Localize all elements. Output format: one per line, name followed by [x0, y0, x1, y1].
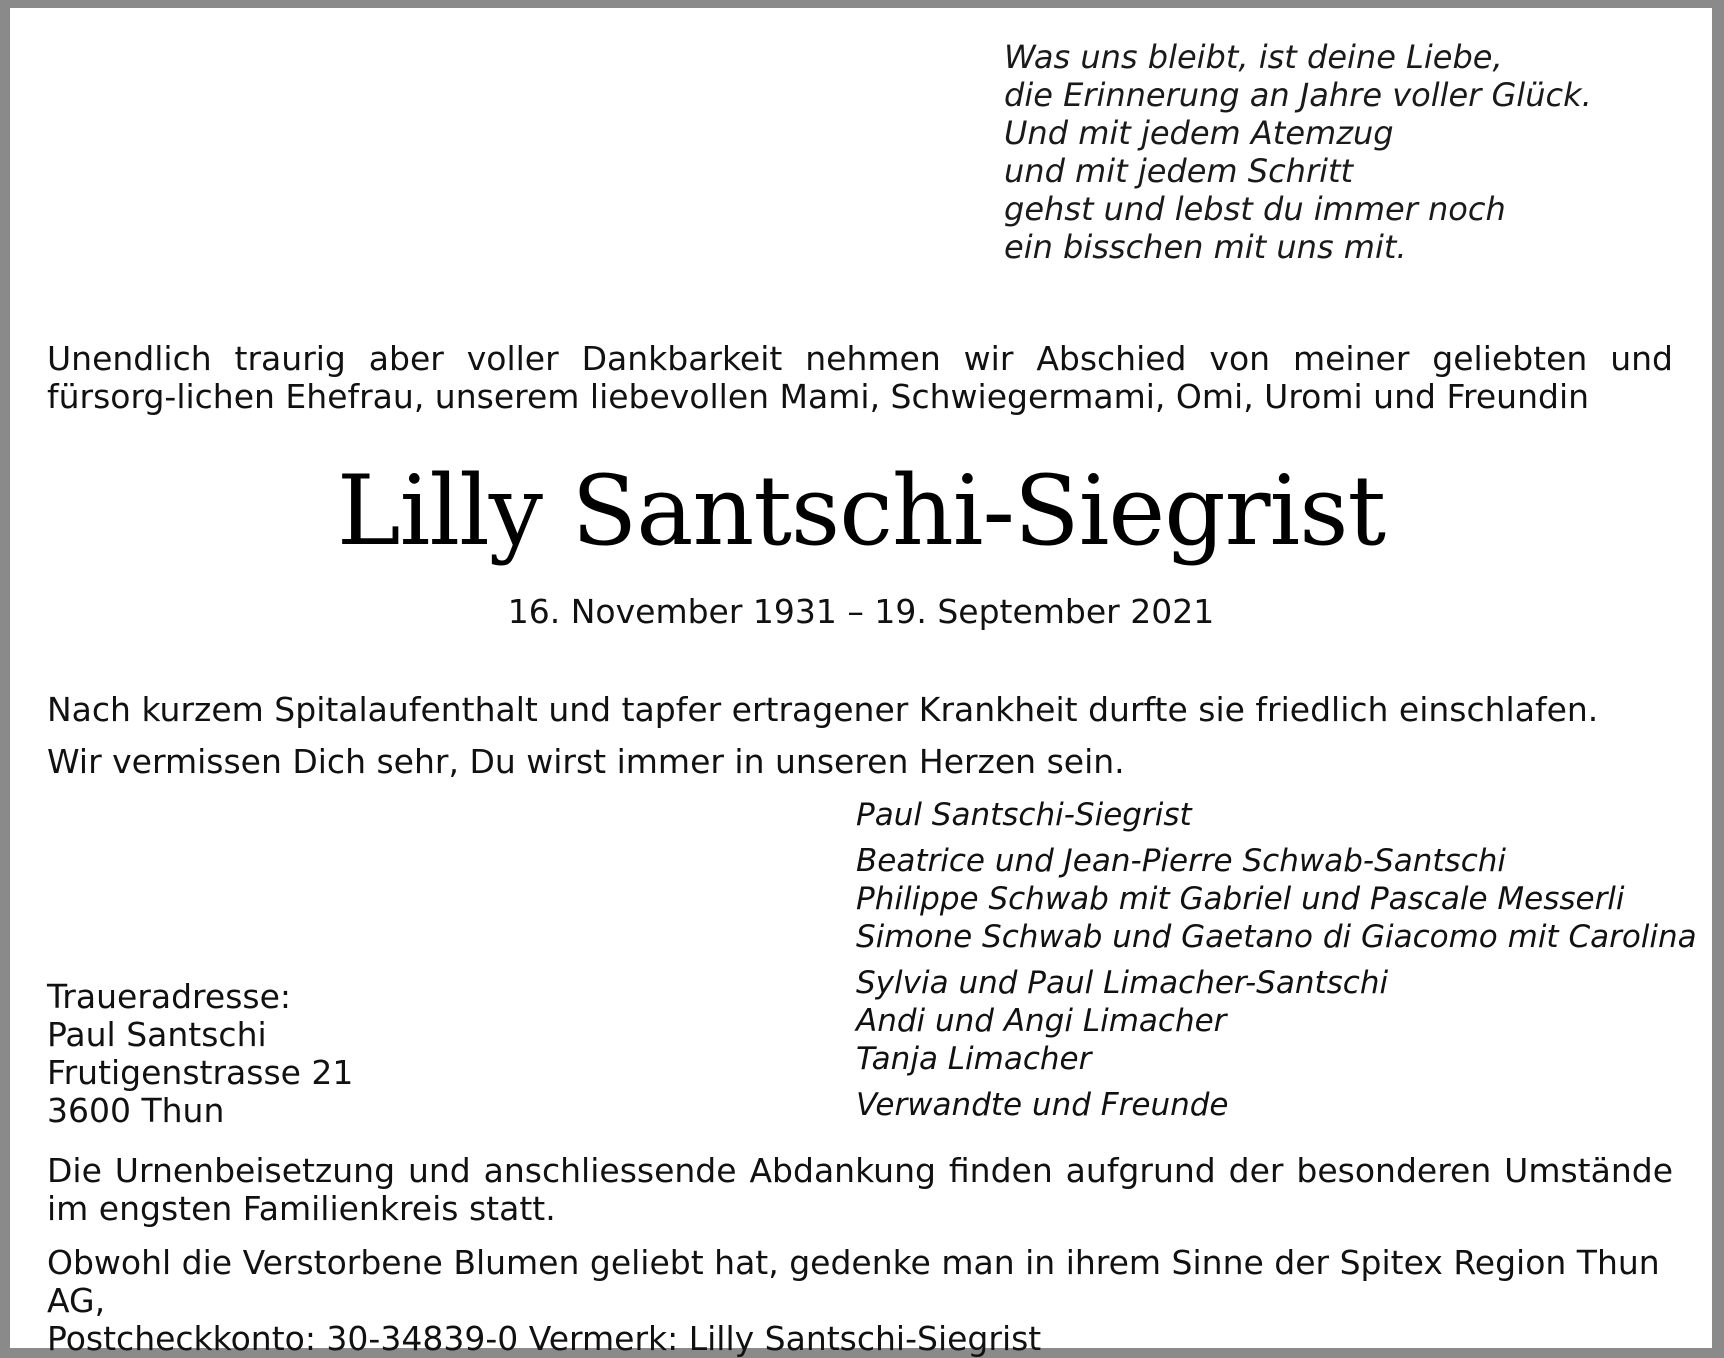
mourner-name: Sylvia und Paul Limacher-Santschi: [856, 965, 1389, 1001]
address-street: Frutigenstrasse 21: [47, 1053, 354, 1092]
poem-line: und mit jedem Schritt: [1004, 152, 1354, 190]
donation-line-1: Obwohl die Verstorbene Blumen geliebt hat, gedenke man in ihrem Sinne der Spitex Region Thun AG,: [47, 1243, 1660, 1320]
poem: [1004, 38, 1592, 266]
poem-line: Was uns bleibt, ist deine Liebe,: [1004, 38, 1503, 76]
mourner-name: Tanja Limacher: [856, 1041, 1092, 1077]
poem-line: ein bisschen mit uns mit.: [1004, 228, 1407, 266]
mourner-name: Andi und Angi Limacher: [856, 1003, 1227, 1039]
mourner-name: Verwandte und Freunde: [856, 1087, 1229, 1123]
address-city: 3600 Thun: [47, 1091, 225, 1130]
obituary-page: [10, 8, 1712, 1358]
mourner-name: Philippe Schwab mit Gabriel und Pascale Messerli: [856, 881, 1625, 917]
intro-text: Unendlich traurig aber voller Dankbarkeit nehmen wir Abschied von meiner geliebten und fürsorg-lichen Ehefrau, unserem liebevollen Mami, Schwiegermami, Omi, Uromi und Freundin: [47, 339, 1673, 416]
poem-line: die Erinnerung an Jahre voller Glück.: [1004, 76, 1592, 114]
message-line-1: Nach kurzem Spitalaufenthalt und tapfer ertragener Krankheit durfte sie friedlich einschlafen.: [47, 690, 1599, 729]
message-line-2: Wir vermissen Dich sehr, Du wirst immer in unseren Herzen sein.: [47, 742, 1125, 781]
donation-notice: [47, 1244, 1673, 1358]
mourner-name: Simone Schwab und Gaetano di Giacomo mit Carolina: [856, 919, 1697, 955]
life-dates: 16. November 1931 – 19. September 2021: [507, 592, 1215, 631]
mourner-name: Paul Santschi-Siegrist: [856, 797, 1192, 833]
burial-notice: Die Urnenbeisetzung und anschliessende Abdankung finden aufgrund der besonderen Umstände im engsten Familienkreis statt.: [47, 1151, 1673, 1228]
address-name: Paul Santschi: [47, 1015, 267, 1054]
donation-line-2: Postcheckkonto: 30-34839-0 Vermerk: Lilly Santschi-Siegrist: [47, 1319, 1042, 1358]
mourner-group: [856, 964, 1697, 1078]
poem-line: Und mit jedem Atemzug: [1004, 114, 1394, 152]
mourning-address: [47, 978, 353, 1130]
mourner-group: [856, 842, 1697, 956]
poem-line: gehst und lebst du immer noch: [1004, 190, 1506, 228]
deceased-name: Lilly Santschi-Siegrist: [336, 455, 1386, 567]
mourner-group: [856, 1086, 1697, 1124]
mourners-list: [856, 796, 1697, 1132]
mourner-group: [856, 796, 1697, 834]
mourner-name: Beatrice und Jean-Pierre Schwab-Santschi: [856, 843, 1507, 879]
address-label: Traueradresse:: [47, 977, 292, 1016]
